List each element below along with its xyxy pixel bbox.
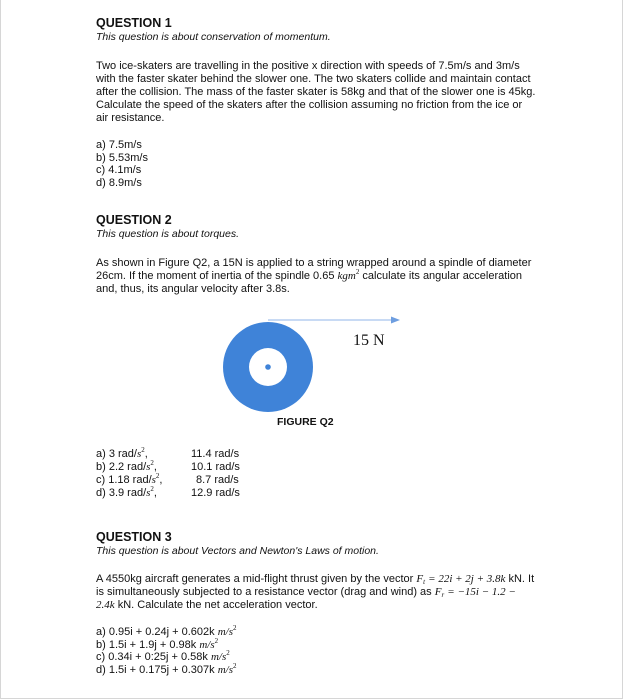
question-3 [96,530,536,676]
option-c: c) 1.18 rad/$s^2$, 8.7 rad/s [96,472,239,486]
option-b: b) 1.5i + 1.9j + 0.98k $m/s^2$ [96,636,219,651]
question-3-text: A 4550kg aircraft generates a mid-flight thrust given by the vector $F_t = 22i + 2j + 3.8k$ kN. It is simultaneously subjected to a resistance vector (drag and wind) as $F_r = -15i - 1.2 - 2.4k$ kN. Calculate the net acceleration vector. [96,573,535,611]
spindle-axis-dot [265,364,271,370]
question-3-options [96,626,536,676]
option-d: d) 1.5i + 0.175j + 0.307k $m/s^2$ [96,661,237,676]
option-c: c) 0.34i + 0:25j + 0.58k $m/s^2$ [96,649,230,663]
question-2-text: As shown in Figure Q2, a 15N is applied to a string wrapped around a spindle of diameter 26cm. If the moment of inertia of the spindle 0.65 kgm$^2$ calculate its angular acceleration and, thus, its angular velocity after 3.8s. [96,257,532,295]
option-d: d) 8.9m/s [96,176,142,189]
question-2-subtitle: This question is about torques. [96,228,240,240]
option-c: c) 4.1m/s [96,164,142,176]
option-a-text: a) 3 rad/ [96,448,137,460]
option-b-velocity: 10.1 rad/s [191,461,240,473]
question-2-title: QUESTION 2 [96,213,172,227]
question-2-text-part2: calculate its angular acceleration and, thus, its angular velocity after 3.8s. [96,270,523,295]
question-3-subtitle: This question is about Vectors and Newton's Laws of motion. [96,545,379,557]
question-1-subtitle: This question is about conservation of momentum. [96,31,331,43]
option-a: a) 0.95i + 0.24j + 0.602k $m/s^2$ [96,624,237,638]
option-a: a) 7.5m/s [96,139,142,151]
option-c-velocity: 8.7 rad/s [196,474,239,486]
force-arrow-head [391,317,400,324]
option-d: d) 3.9 rad/$s^2$, 12.9 rad/s [96,485,240,499]
figure-caption: FIGURE Q2 [277,416,334,428]
thrust-vector: = 22i + 2j + 3.8k [428,573,506,585]
option-d-velocity: 12.9 rad/s [191,487,240,499]
option-c-text: c) 1.18 rad/ [96,474,152,486]
inertia-unit: kgm [337,270,356,282]
question-3-title: QUESTION 3 [96,530,172,544]
option-a-velocity: 11.4 rad/s [191,448,240,460]
option-b: b) 2.2 rad/$s^2$, 10.1 rad/s [96,459,240,473]
question-2-options [96,448,536,500]
option-d-text: d) 3.9 rad/ [96,487,147,499]
question-2-text-part1: As shown in Figure Q2, a 15N is applied to a string wrapped around a spindle of diameter 26cm. If the moment of inertia of the spindle 0.65 [96,257,532,282]
option-a: a) 3 rad/$s^2$, 11.4 rad/s [96,446,240,460]
question-1-title: QUESTION 1 [96,16,172,30]
question-1-text: Two ice-skaters are travelling in the positive x direction with speeds of 7.5m/s and 3m/s with the faster skater behind the slower one. The two skaters collide and maintain contact after the collision. The mass of the faster skater is 58kg and that of the slower one is 45kg. Calculate the speed of the skaters after the collision assuming no friction from the ice or air resistance. [96,60,536,124]
resistance-vector: = −15i − 1.2 − 2.4k [96,586,516,611]
option-b-text: b) 2.2 rad/ [96,461,147,473]
force-label: 15 N [353,332,385,349]
option-b: b) 5.53m/s [96,151,148,164]
